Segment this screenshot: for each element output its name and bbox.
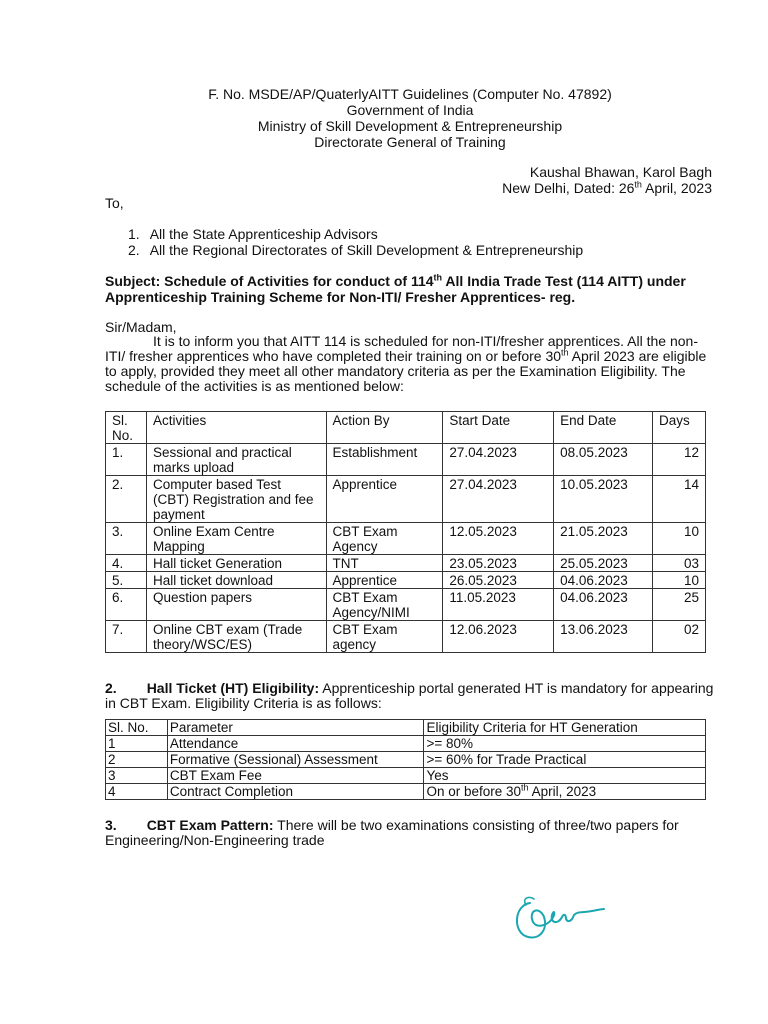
government-line: Government of India (346, 102, 474, 118)
list-item: 1. All the State Apprenticeship Advisors (128, 226, 378, 242)
section-2: 2. Hall Ticket (HT) Eligibility: Apprenticeship portal generated HT is mandatory for appearing in CBT Exam. Eligibility Criteria is as follows: (105, 680, 714, 711)
table-row: 1. Sessional and practical marks upload Establishment 27.04.2023 08.05.2023 12 (106, 444, 706, 476)
table-row: 3. Online Exam Centre Mapping CBT Exam Agency 12.05.2023 21.05.2023 10 (106, 523, 706, 555)
table-row: 4 Contract Completion On or before 30th April, 2023 (106, 784, 706, 800)
eligibility-table (105, 719, 706, 800)
table-row: 2. Computer based Test (CBT) Registration and fee payment Apprentice 27.04.2023 10.05.2023 14 (106, 476, 706, 523)
column-header: Start Date (443, 412, 554, 444)
column-header: Parameter (167, 720, 424, 736)
section-3: 3. CBT Exam Pattern: There will be two examinations consisting of three/two papers for Engineering/Non-Engineering trade (105, 817, 679, 848)
column-header: Days (653, 412, 706, 444)
table-row: 6. Question papers CBT Exam Agency/NIMI 11.05.2023 04.06.2023 25 (106, 589, 706, 621)
table-row: 5. Hall ticket download Apprentice 26.05.2023 04.06.2023 10 (106, 572, 706, 589)
table-row: 7. Online CBT exam (Trade theory/WSC/ES) CBT Exam agency 12.06.2023 13.06.2023 02 (106, 621, 706, 653)
schedule-table (105, 411, 706, 653)
column-header: Action By (326, 412, 443, 444)
date-line: New Delhi, Dated: 26th April, 2023 (502, 179, 712, 196)
address-line: Kaushal Bhawan, Karol Bagh (529, 164, 712, 180)
to-label: To, (105, 195, 124, 211)
table-row: 1 Attendance >= 80% (106, 736, 706, 752)
table-row: 2 Formative (Sessional) Assessment >= 60% for Trade Practical (106, 752, 706, 768)
table-header-row (106, 412, 706, 444)
directorate-line: Directorate General of Training (314, 134, 506, 150)
recipient-list (128, 226, 583, 258)
letter-header (0, 86, 768, 150)
column-header: Sl. No. (106, 412, 147, 444)
column-header: Activities (146, 412, 326, 444)
list-item: 2. All the Regional Directorates of Skill Development & Entrepreneurship (128, 242, 584, 258)
column-header: End Date (554, 412, 653, 444)
column-header: Eligibility Criteria for HT Generation (424, 720, 706, 736)
salutation: Sir/Madam, (105, 319, 177, 335)
table-row: 4. Hall ticket Generation TNT 23.05.2023 25.05.2023 03 (106, 555, 706, 572)
ministry-line: Ministry of Skill Development & Entrepreneurship (257, 118, 563, 134)
table-row: 3 CBT Exam Fee Yes (106, 768, 706, 784)
table-header-row (106, 720, 706, 736)
intro-paragraph: It is to inform you that AITT 114 is scheduled for non-ITI/fresher apprentices. All the non-ITI/ fresher apprentices who have completed their training on or before 30th April 2023 are eligible to apply, provided they meet all other mandatory criteria as per the Examination Eligibility. The schedule of the activities is as mentioned below: (105, 333, 707, 394)
file-number: F. No. MSDE/AP/QuaterlyAITT Guidelines (Computer No. 47892) (208, 86, 612, 102)
signature (508, 885, 608, 945)
subject-line: Subject: Schedule of Activities for conduct of 114th All India Trade Test (114 AITT) under Apprenticeship Training Scheme for Non-ITI/ Fresher Apprentices- reg. (105, 272, 686, 305)
column-header: Sl. No. (106, 720, 168, 736)
place-date (502, 164, 712, 196)
